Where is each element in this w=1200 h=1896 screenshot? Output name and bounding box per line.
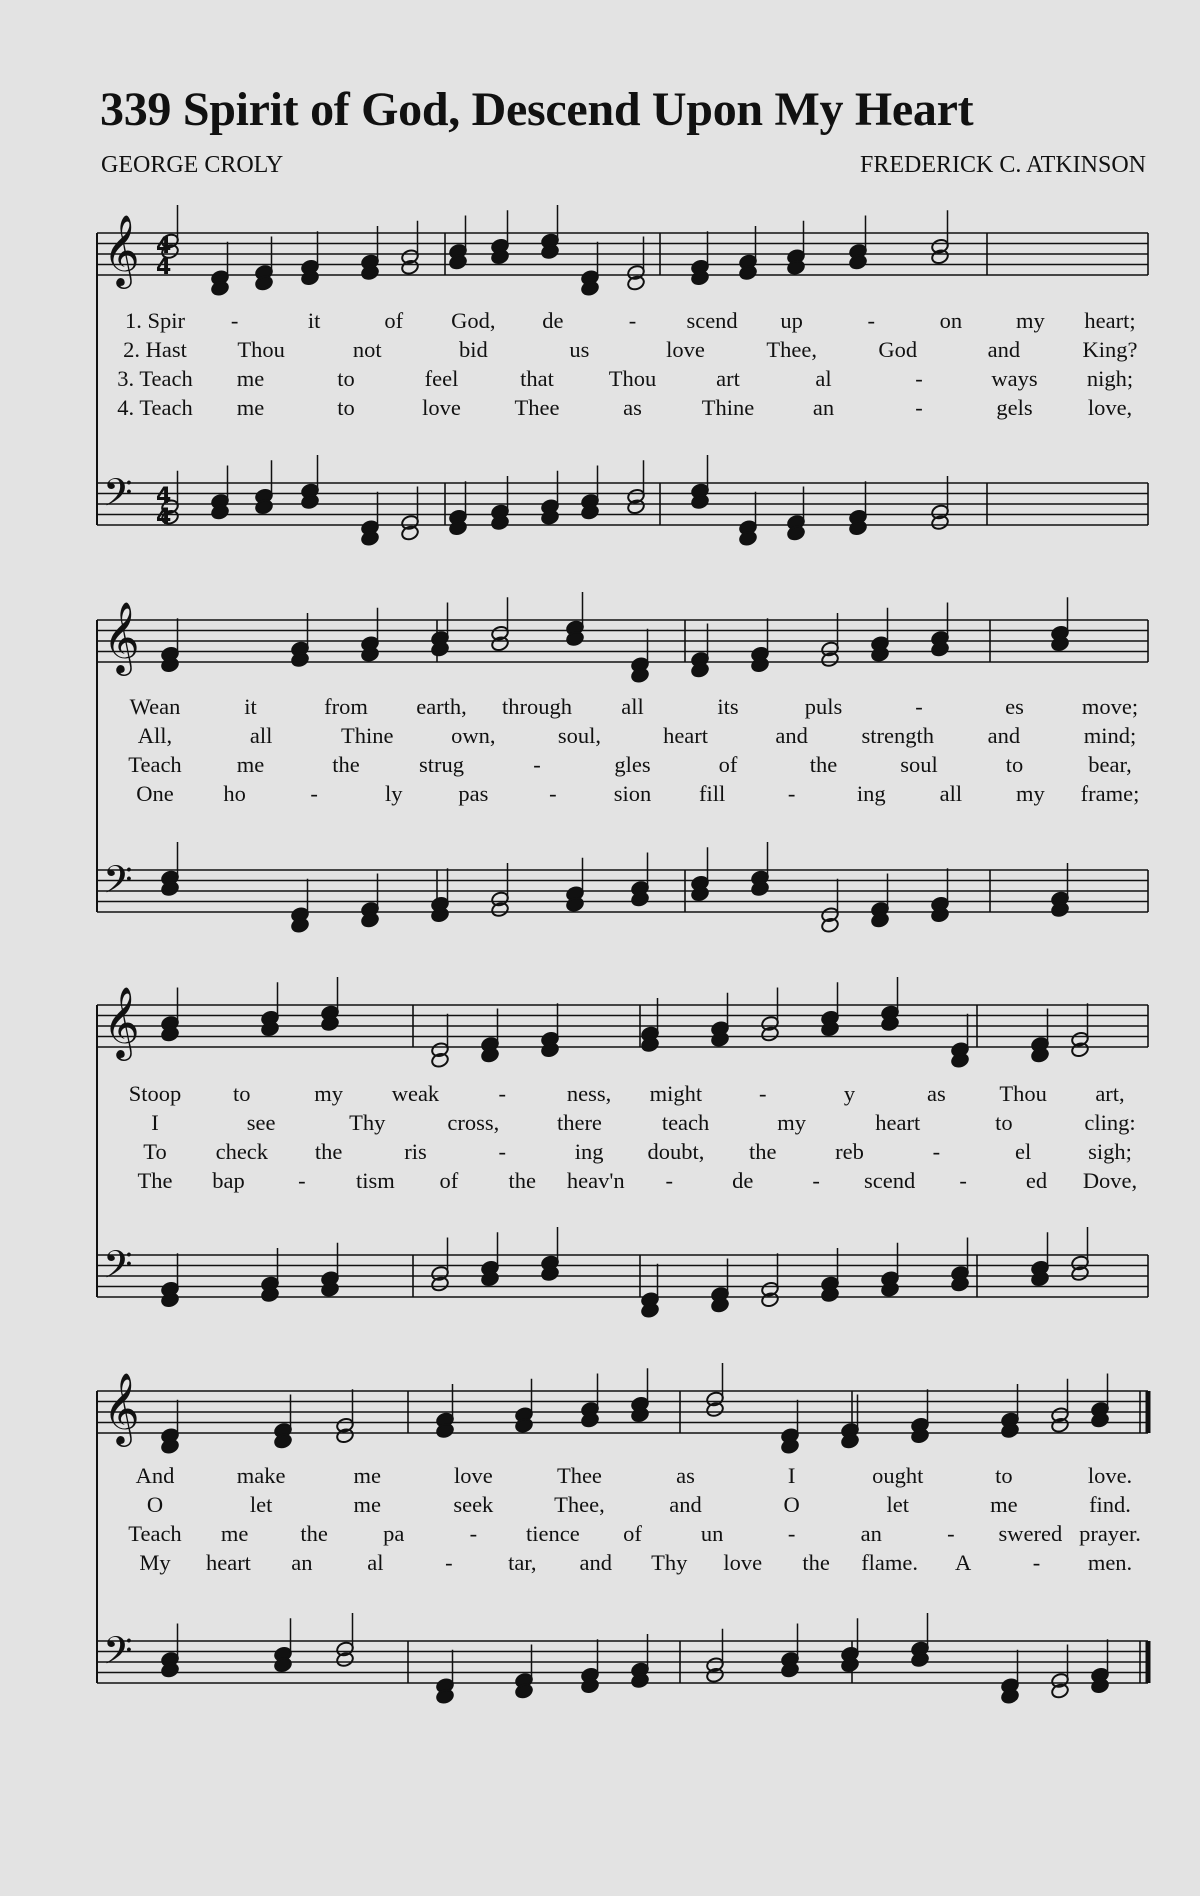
lyric-syllable: Stoop <box>128 1081 182 1106</box>
lyric-syllable: the <box>802 1550 830 1575</box>
lyric-syllable: me <box>236 395 265 420</box>
lyric-syllable: God, <box>451 308 496 333</box>
lyric-syllable: tar, <box>508 1550 537 1575</box>
lyric-syllable: love <box>666 337 705 362</box>
lyric-syllable: Thou <box>608 366 657 391</box>
lyric-syllable: all <box>249 723 273 748</box>
lyric-syllable: - <box>758 1081 767 1106</box>
lyric-syllable: - <box>549 781 557 806</box>
lyric-syllable: gles <box>614 752 651 777</box>
lyric-syllable: al <box>367 1550 384 1575</box>
lyric-syllable: to <box>337 366 355 391</box>
lyric-syllable: heart; <box>1084 308 1136 333</box>
lyric-syllable: to <box>995 1110 1013 1135</box>
lyric-syllable: move; <box>1081 694 1139 719</box>
lyric-syllable: bid <box>458 337 488 362</box>
lyric-syllable: Thee, <box>766 337 817 362</box>
lyric-syllable: Thee <box>556 1463 602 1488</box>
lyric-syllable: soul, <box>557 723 602 748</box>
lyric-syllable: And <box>135 1463 175 1488</box>
lyric-syllable: heart <box>663 723 709 748</box>
lyric-syllable: 1. Spir <box>124 308 186 333</box>
lyric-syllable: - <box>498 1139 507 1164</box>
lyric-syllable: to <box>337 395 355 420</box>
lyric-syllable: nigh; <box>1086 366 1134 391</box>
lyric-syllable: might <box>649 1081 703 1106</box>
bass-clef: 𝄢 <box>103 857 133 911</box>
lyric-syllable: - <box>533 752 541 777</box>
lyric-syllable: soul <box>900 752 938 777</box>
lyric-syllable: O <box>783 1492 800 1517</box>
lyric-syllable: that <box>520 366 554 391</box>
treble-clef: 𝄞 <box>103 213 140 286</box>
lyric-syllable: let <box>886 1492 910 1517</box>
lyric-syllable: as <box>926 1081 946 1106</box>
lyric-syllable: of <box>439 1168 459 1193</box>
lyric-syllable: - <box>915 395 923 420</box>
lyric-syllable: pa <box>383 1521 405 1546</box>
lyric-syllable: ing <box>574 1139 604 1164</box>
lyric-syllable: puls <box>804 694 843 719</box>
lyric-syllable: own, <box>451 723 496 748</box>
lyric-syllable: ness, <box>566 1081 612 1106</box>
bass-clef: 𝄢 <box>103 1242 133 1296</box>
lyric-syllable: O <box>146 1492 164 1517</box>
words-credit: GEORGE CROLY <box>101 152 284 178</box>
lyric-syllable: es <box>1005 694 1024 719</box>
time-signature-bottom: 4 <box>156 255 172 280</box>
lyric-syllable: sigh; <box>1088 1139 1132 1164</box>
time-signature-top: 4 <box>156 234 172 259</box>
lyric-syllable: me <box>220 1521 249 1546</box>
lyric-syllable: Teach <box>128 1521 182 1546</box>
lyric-syllable: Thou <box>237 337 285 362</box>
lyric-syllable: - <box>787 1521 796 1546</box>
lyric-syllable: de <box>542 308 564 333</box>
lyric-syllable: sion <box>613 781 652 806</box>
lyric-syllable: to <box>233 1081 251 1106</box>
lyric-syllable: 2. Hast <box>123 337 187 362</box>
time-signature-bottom: 4 <box>156 505 172 530</box>
lyric-syllable: love. <box>1087 1463 1133 1488</box>
lyric-syllable: - <box>1032 1550 1041 1575</box>
lyric-syllable: me <box>236 752 265 777</box>
lyric-syllable: feel <box>424 366 459 391</box>
lyric-syllable: from <box>324 694 368 719</box>
lyric-syllable: an <box>812 395 835 420</box>
lyric-syllable: The <box>137 1168 173 1193</box>
hymn-title-text: Spirit of God, Descend Upon My Heart <box>182 83 974 136</box>
lyric-syllable: earth, <box>416 694 467 719</box>
lyric-syllable: the <box>314 1139 343 1164</box>
lyric-syllable: my <box>314 1081 344 1106</box>
lyric-syllable: - <box>932 1139 941 1164</box>
bass-clef: 𝄢 <box>103 470 133 524</box>
lyric-syllable: - <box>915 694 923 719</box>
lyric-syllable: make <box>236 1463 286 1488</box>
lyric-syllable: scend <box>863 1168 916 1193</box>
lyric-syllable: us <box>569 337 590 362</box>
lyric-syllable: All, <box>137 723 173 748</box>
lyric-syllable: as <box>623 395 642 420</box>
lyric-syllable: and <box>987 337 1021 362</box>
lyric-syllable: up <box>780 308 803 333</box>
lyric-syllable: my <box>777 1110 807 1135</box>
lyric-syllable: me <box>990 1492 1018 1517</box>
lyric-syllable: I <box>151 1110 159 1135</box>
treble-clef: 𝄞 <box>103 600 140 673</box>
lyric-syllable: - <box>298 1168 306 1193</box>
lyric-syllable: scend <box>686 308 738 333</box>
lyric-syllable: the <box>809 752 838 777</box>
lyric-syllable: ris <box>404 1139 427 1164</box>
lyric-syllable: Thou <box>999 1081 1047 1106</box>
lyric-syllable: bear, <box>1088 752 1132 777</box>
lyric-syllable: love, <box>1087 395 1133 420</box>
lyric-syllable: me <box>353 1463 381 1488</box>
lyric-syllable: of <box>718 752 738 777</box>
lyric-syllable: it <box>307 308 321 333</box>
lyric-syllable: mind; <box>1083 723 1137 748</box>
lyric-syllable: - <box>867 308 875 333</box>
lyric-syllable: Thy <box>651 1550 688 1575</box>
lyric-syllable: A <box>954 1550 972 1575</box>
lyric-syllable: frame; <box>1080 781 1140 806</box>
lyric-syllable: and <box>579 1550 613 1575</box>
lyric-syllable: strength <box>861 723 935 748</box>
lyric-syllable: of <box>384 308 404 333</box>
lyric-syllable: 3. Teach <box>117 366 193 391</box>
lyric-syllable: an <box>860 1521 882 1546</box>
lyric-syllable: al <box>815 366 832 391</box>
lyric-syllable: tism <box>356 1168 395 1193</box>
lyric-syllable: - <box>498 1081 507 1106</box>
lyric-syllable: doubt, <box>647 1139 705 1164</box>
lyric-syllable: let <box>249 1492 273 1517</box>
lyric-syllable: love <box>453 1463 493 1488</box>
lyric-syllable: Thine <box>701 395 755 420</box>
lyric-syllable: love <box>422 395 461 420</box>
lyric-syllable: prayer. <box>1079 1521 1141 1546</box>
lyric-syllable: gels <box>996 395 1033 420</box>
lyric-syllable: an <box>291 1550 313 1575</box>
lyric-syllable: my <box>1016 781 1045 806</box>
lyric-syllable: Dove, <box>1082 1168 1138 1193</box>
lyric-syllable: cross, <box>447 1110 500 1135</box>
lyric-syllable: flame. <box>861 1550 919 1575</box>
lyric-syllable: its <box>717 694 739 719</box>
lyric-syllable: art <box>716 366 740 391</box>
lyric-syllable: me <box>353 1492 381 1517</box>
lyric-syllable: art, <box>1095 1081 1125 1106</box>
lyric-syllable: Wean <box>129 694 181 719</box>
lyric-syllable: to <box>1005 752 1024 777</box>
lyric-syllable: all <box>621 694 644 719</box>
lyric-syllable: to <box>995 1463 1013 1488</box>
lyric-syllable: ed <box>1025 1168 1048 1193</box>
lyric-syllable: cling: <box>1084 1110 1136 1135</box>
lyric-syllable: bap <box>212 1168 245 1193</box>
lyric-syllable: seek <box>453 1492 494 1517</box>
lyric-syllable: not <box>352 337 382 362</box>
lyric-syllable: through <box>502 694 572 719</box>
lyric-syllable: strug <box>419 752 464 777</box>
lyric-syllable: el <box>1015 1139 1032 1164</box>
lyric-syllable: all <box>939 781 963 806</box>
lyric-syllable: - <box>787 781 796 806</box>
lyric-syllable: reb <box>835 1139 864 1164</box>
lyric-syllable: check <box>215 1139 269 1164</box>
lyric-syllable: God <box>878 337 918 362</box>
lyric-syllable: King? <box>1082 337 1138 362</box>
lyric-syllable: see <box>246 1110 276 1135</box>
lyric-syllable: - <box>812 1168 820 1193</box>
lyric-syllable: me <box>236 366 265 391</box>
lyric-syllable: heart <box>875 1110 921 1135</box>
lyric-syllable: ways <box>991 366 1038 391</box>
lyric-syllable: ing <box>856 781 886 806</box>
lyric-syllable: men. <box>1087 1550 1133 1575</box>
lyric-syllable: un <box>700 1521 724 1546</box>
lyric-syllable: fill <box>698 781 726 806</box>
lyric-syllable: pas <box>458 781 489 806</box>
lyric-syllable: My <box>139 1550 171 1575</box>
lyric-syllable: To <box>143 1139 167 1164</box>
lyric-syllable: ly <box>384 781 403 806</box>
lyric-syllable: heav'n <box>566 1168 625 1193</box>
lyric-syllable: weak <box>391 1081 440 1106</box>
lyric-syllable: tience <box>526 1521 580 1546</box>
lyric-syllable: the <box>332 752 360 777</box>
lyric-syllable: One <box>136 781 174 806</box>
lyric-syllable: Thy <box>349 1110 386 1135</box>
lyric-syllable: - <box>947 1521 955 1546</box>
time-signature-top: 4 <box>156 484 172 509</box>
lyric-syllable: Thee, <box>554 1492 605 1517</box>
lyric-syllable: and <box>775 723 808 748</box>
lyric-syllable: - <box>230 308 239 333</box>
lyric-syllable: it <box>244 694 257 719</box>
lyric-syllable: y <box>843 1081 856 1106</box>
lyric-syllable: find. <box>1089 1492 1131 1517</box>
lyric-syllable: - <box>628 308 637 333</box>
bass-clef: 𝄢 <box>103 1628 133 1682</box>
lyric-syllable: swered <box>998 1521 1063 1546</box>
lyric-syllable: I <box>787 1463 796 1488</box>
lyric-syllable: - <box>665 1168 673 1193</box>
music-credit: FREDERICK C. ATKINSON <box>859 152 1146 178</box>
hymn-number: 339 <box>100 83 172 136</box>
lyric-syllable: my <box>1016 308 1045 333</box>
lyric-syllable: teach <box>661 1110 710 1135</box>
lyric-syllable: ought <box>872 1463 924 1488</box>
lyric-syllable: as <box>676 1463 695 1488</box>
lyric-syllable: Thee <box>514 395 560 420</box>
lyric-syllable: there <box>556 1110 602 1135</box>
lyric-syllable: of <box>623 1521 642 1546</box>
lyric-syllable: heart <box>205 1550 251 1575</box>
lyric-syllable: love <box>723 1550 763 1575</box>
lyric-syllable: - <box>469 1521 478 1546</box>
lyric-syllable: 4. Teach <box>117 395 193 420</box>
lyric-syllable: - <box>959 1168 967 1193</box>
lyric-syllable: the <box>508 1168 537 1193</box>
lyric-syllable: and <box>987 723 1021 748</box>
lyric-syllable: ho <box>223 781 246 806</box>
lyric-syllable: the <box>300 1521 328 1546</box>
treble-clef: 𝄞 <box>103 1371 140 1444</box>
lyric-syllable: de <box>732 1168 754 1193</box>
treble-clef: 𝄞 <box>103 985 140 1058</box>
lyric-syllable: and <box>669 1492 702 1517</box>
lyric-syllable: the <box>748 1139 777 1164</box>
lyric-syllable: Teach <box>128 752 182 777</box>
lyric-syllable: Thine <box>340 723 394 748</box>
lyric-syllable: - <box>915 366 923 391</box>
lyric-syllable: on <box>939 308 963 333</box>
lyric-syllable: - <box>445 1550 453 1575</box>
lyric-syllable: - <box>310 781 318 806</box>
